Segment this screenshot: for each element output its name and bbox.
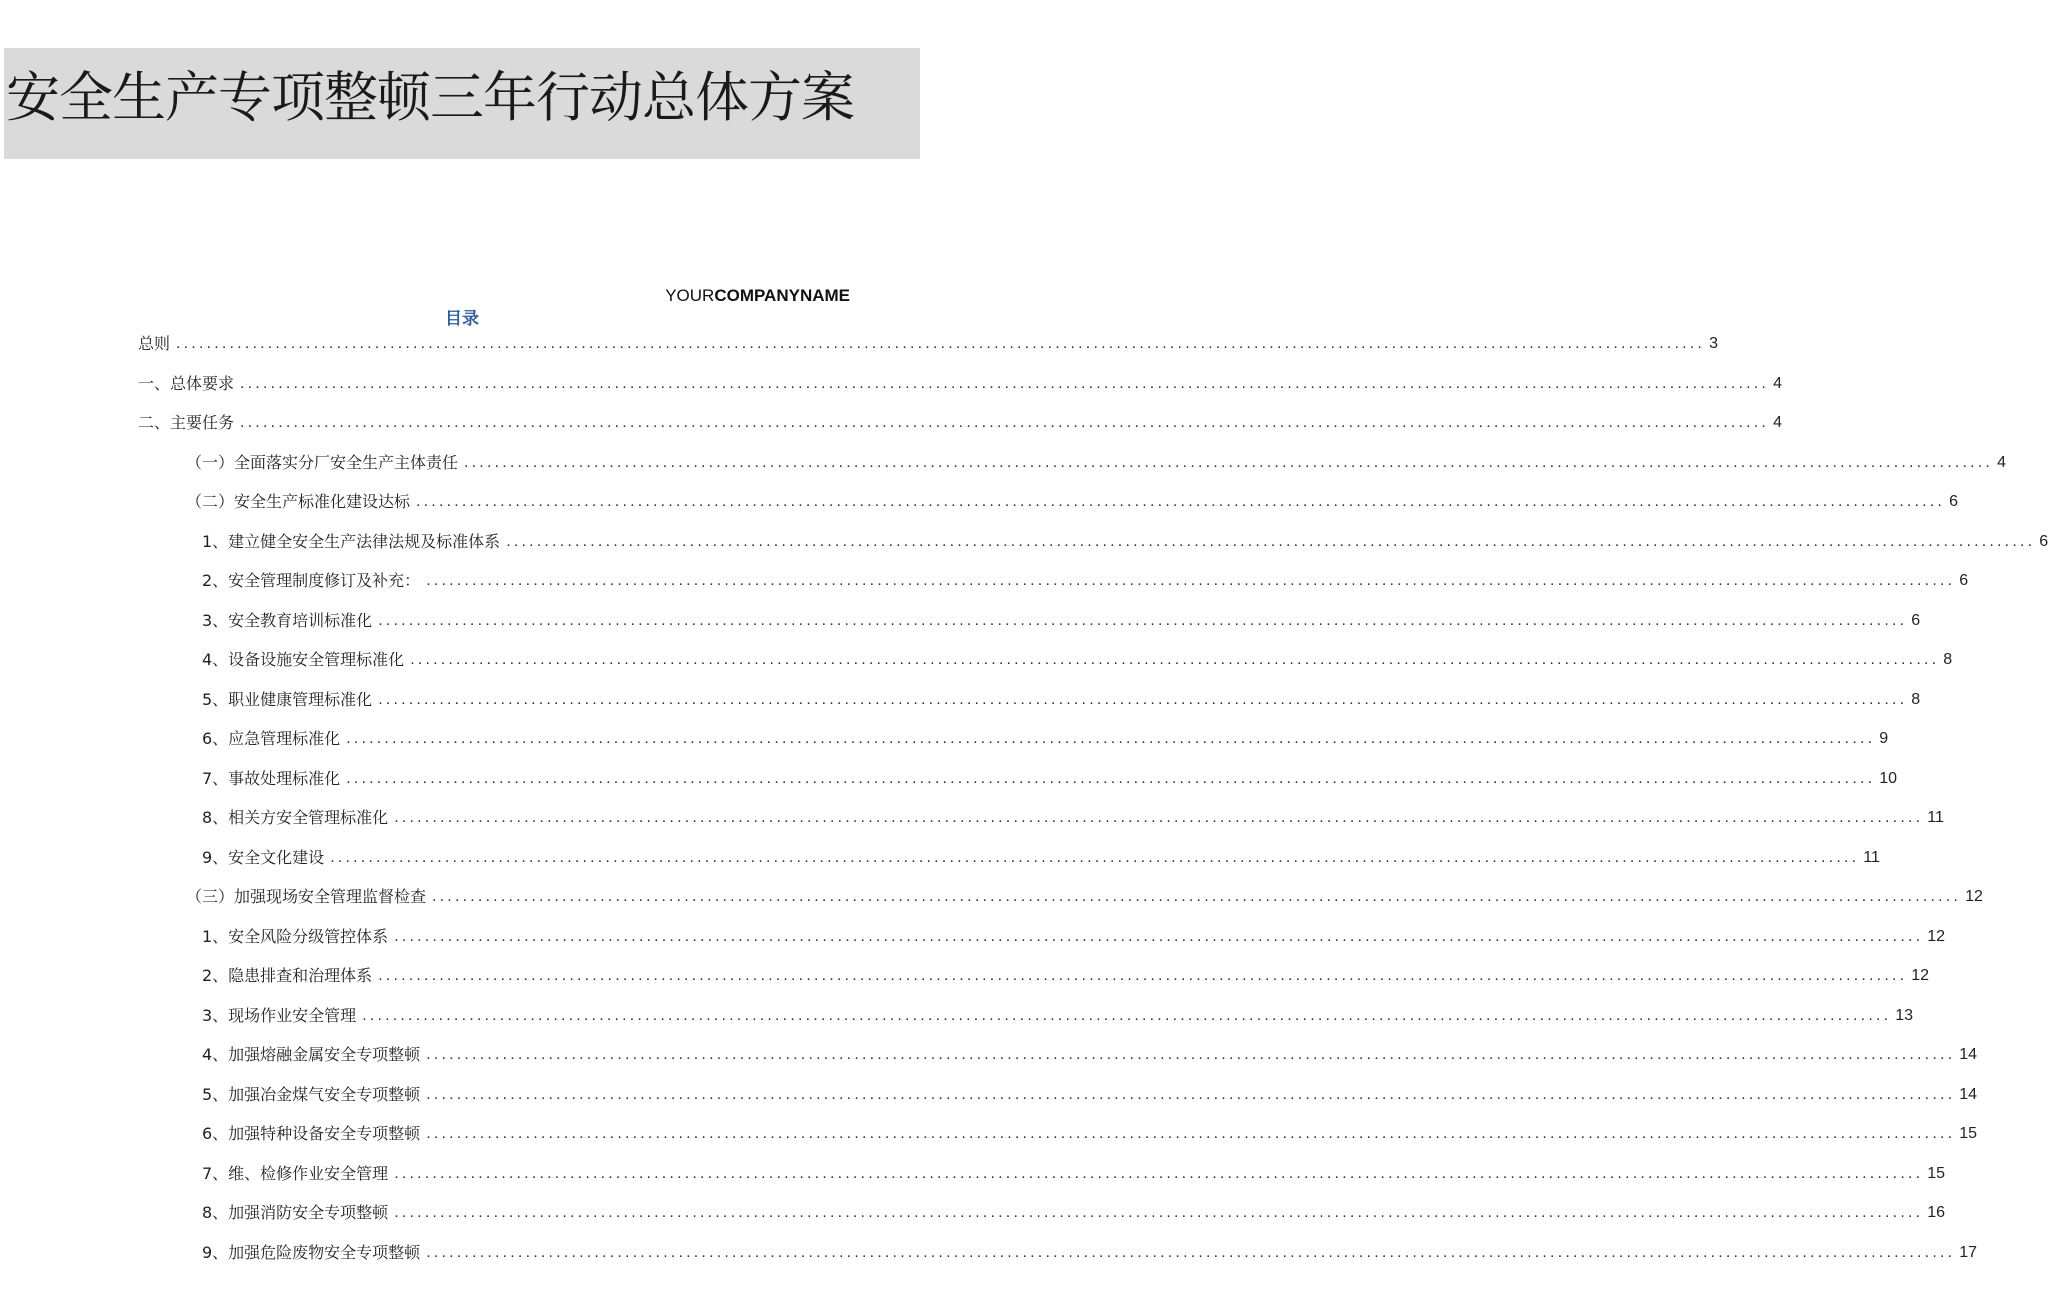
toc-entry-page-number: 6 [1959,572,1969,589]
toc-dot-leader: ........................................................................................................................................................................................................ [410,651,1940,668]
toc-entry-page-number: 15 [1959,1125,1978,1142]
toc-entry-label: 1、安全风险分级管控体系 [202,926,389,946]
toc-entry-label: 2、安全管理制度修订及补充： [202,571,421,590]
toc-entry[interactable] [186,489,1958,513]
toc-entry-page-number: 10 [1879,769,1898,787]
toc-entry-label: 3、安全教育培训标准化 [202,610,373,630]
toc-entry[interactable] [202,963,1930,987]
toc-entry[interactable] [202,805,1944,829]
toc-entry-label: （二）安全生产标准化建设达标 [186,492,411,511]
toc-entry-page-number: 13 [1895,1006,1914,1024]
toc-entry-page-number: 8 [1943,651,1953,668]
toc-entry[interactable] [202,766,1898,790]
toc-dot-leader: ........................................................................................................................................................................................................ [506,532,2036,550]
toc-heading: 目录 [445,309,479,329]
toc-entry-page-number: 12 [1911,967,1930,984]
toc-entry-page-number: 3 [1709,335,1718,352]
toc-entry-label: 5、职业健康管理标准化 [202,689,373,709]
toc-entry-label: 4、加强熔融金属安全专项整顿 [202,1045,421,1064]
toc-entry-label: 3、现场作业安全管理 [202,1005,357,1025]
toc-dot-leader: ........................................................................................................................................................................................................ [426,1085,1956,1103]
toc-entry[interactable] [202,568,1969,592]
toc-entry[interactable] [202,1161,1946,1185]
toc-entry-label: 6、加强特种设备安全专项整顿 [202,1124,421,1143]
toc-entry[interactable] [202,1082,1978,1106]
toc-entry-page-number: 16 [1927,1204,1946,1221]
toc-dot-leader: ........................................................................................................................................................................................................ [362,1006,1892,1024]
toc-entry-label: 总则 [138,334,171,353]
toc-dot-leader: ........................................................................................................................................................................................................ [426,1046,1956,1063]
toc-dot-leader: ........................................................................................................................................................................................................ [394,1204,1924,1221]
toc-entry-label: 9、安全文化建设 [202,847,325,867]
toc-entry[interactable] [202,924,1946,948]
document-title: 安全生产专项整顿三年行动总体方案 [6,66,854,129]
toc-entry-page-number: 12 [1927,927,1946,945]
toc-dot-leader: ........................................................................................................................................................................................................ [416,493,1946,510]
toc-entry[interactable] [186,884,1983,908]
toc-entry[interactable] [202,1042,1978,1066]
toc-entry-page-number: 14 [1959,1085,1978,1103]
toc-entry[interactable] [138,331,1718,355]
toc-entry[interactable] [202,647,1953,671]
toc-entry[interactable] [202,845,1880,869]
toc-entry-label: 一、总体要求 [138,373,235,393]
toc-entry-label: 8、加强消防安全专项整顿 [202,1203,389,1222]
toc-entry-page-number: 15 [1927,1164,1946,1182]
toc-dot-leader: ........................................................................................................................................................................................................ [346,769,1876,787]
toc-dot-leader: ........................................................................................................................................................................................................ [394,1164,1924,1182]
toc-dot-leader: ........................................................................................................................................................................................................ [394,927,1924,945]
toc-entry-page-number: 6 [2039,532,2048,550]
toc-entry-label: 1、建立健全安全生产法律法规及标准体系 [202,531,501,551]
toc-entry-label: 8、相关方安全管理标准化 [202,808,389,827]
toc-entry[interactable] [186,450,2006,474]
toc-dot-leader: ........................................................................................................................................................................................................ [426,1125,1956,1142]
toc-entry-label: 7、事故处理标准化 [202,768,341,788]
toc-entry-label: 7、维、检修作业安全管理 [202,1163,389,1183]
toc-entry[interactable] [138,371,1782,395]
toc-entry-label: （一）全面落实分厂安全生产主体责任 [186,452,459,472]
toc-entry-label: 二、主要任务 [138,413,235,432]
toc-dot-leader: ........................................................................................................................................................................................................ [176,335,1706,352]
toc-dot-leader: ........................................................................................................................................................................................................ [378,611,1908,629]
toc-entry[interactable] [202,1003,1914,1027]
toc-entry-label: （三）加强现场安全管理监督检查 [186,887,427,906]
toc-entry[interactable] [202,1121,1978,1145]
toc-entry[interactable] [202,726,1889,750]
toc-entry-page-number: 4 [1773,374,1782,392]
toc-entry-page-number: 11 [1927,809,1944,826]
toc-entry-page-number: 11 [1863,848,1880,866]
toc-entry[interactable] [202,529,2048,553]
toc-entry-label: 6、应急管理标准化 [202,729,341,748]
toc-entry-page-number: 14 [1959,1046,1978,1063]
toc-entry-page-number: 6 [1949,493,1958,510]
toc-dot-leader: ........................................................................................................................................................................................................ [240,374,1770,392]
toc-entry-page-number: 17 [1959,1243,1978,1261]
toc-dot-leader: ........................................................................................................................................................................................................ [426,1243,1956,1261]
toc-dot-leader: ........................................................................................................................................................................................................ [464,453,1994,471]
toc-entry[interactable] [202,687,1921,711]
toc-entry-label: 4、设备设施安全管理标准化 [202,650,405,669]
toc-entry[interactable] [202,608,1921,632]
company-name-prefix: YOUR [665,286,715,305]
toc-dot-leader: ........................................................................................................................................................................................................ [240,414,1770,431]
toc-entry[interactable] [202,1240,1978,1264]
toc-entry-page-number: 8 [1911,690,1921,708]
toc-dot-leader: ........................................................................................................................................................................................................ [378,690,1908,708]
toc-entry-page-number: 4 [1997,453,2006,471]
toc-dot-leader: ........................................................................................................................................................................................................ [432,888,1962,905]
toc-dot-leader: ........................................................................................................................................................................................................ [394,809,1924,826]
toc-entry-page-number: 9 [1879,730,1889,747]
toc-entry[interactable] [202,1200,1946,1224]
toc-entry-label: 5、加强冶金煤气安全专项整顿 [202,1084,421,1104]
toc-entry[interactable] [138,410,1782,434]
toc-entry-label: 2、隐患排查和治理体系 [202,966,373,985]
toc-entry-label: 9、加强危险废物安全专项整顿 [202,1242,421,1262]
toc-entry-page-number: 4 [1773,414,1782,431]
toc-entry-page-number: 6 [1911,611,1921,629]
toc-dot-leader: ........................................................................................................................................................................................................ [426,572,1956,589]
toc-dot-leader: ........................................................................................................................................................................................................ [378,967,1908,984]
toc-dot-leader: ........................................................................................................................................................................................................ [330,848,1860,866]
toc-dot-leader: ........................................................................................................................................................................................................ [346,730,1876,747]
toc-entry-page-number: 12 [1965,888,1983,905]
company-name-bold: COMPANYNAME [714,286,850,305]
